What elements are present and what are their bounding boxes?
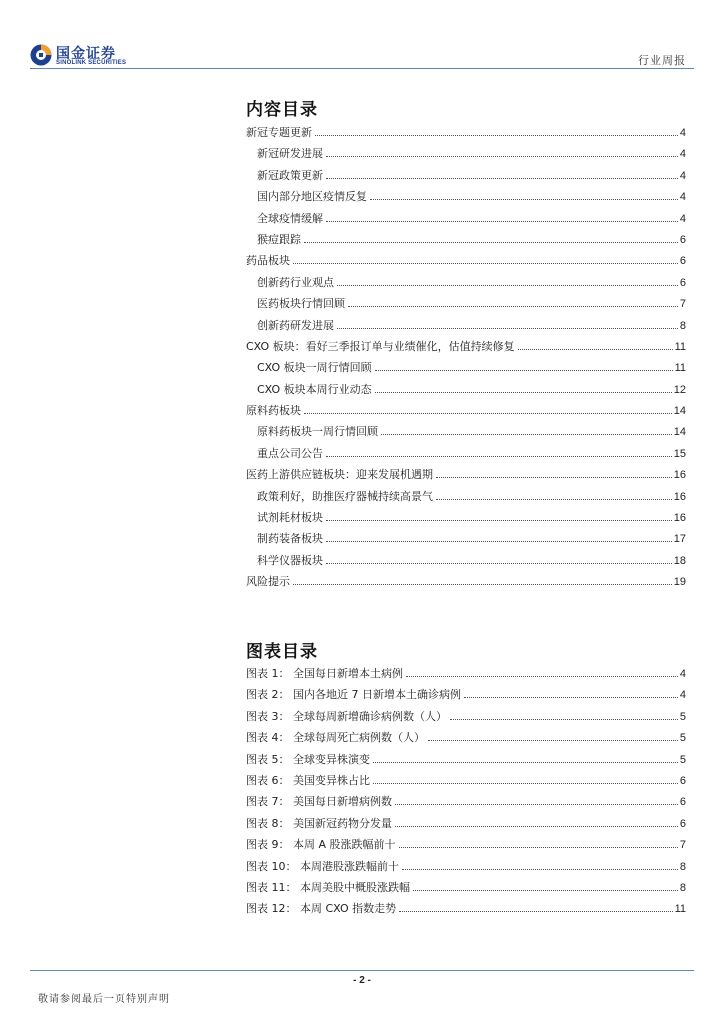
toc-entry-label: 新冠政策更新 xyxy=(257,168,323,182)
dot-leader xyxy=(450,719,678,720)
figure-entry-label: 图表 5： 全球变异株演变 xyxy=(246,752,370,766)
dot-leader xyxy=(373,762,678,763)
toc-entry-page: 14 xyxy=(673,405,686,418)
figure-entry-page: 5 xyxy=(679,753,686,766)
toc-entry-page: 16 xyxy=(673,490,686,503)
dot-leader xyxy=(293,263,678,264)
dot-leader xyxy=(402,869,678,870)
toc-entry[interactable] xyxy=(246,530,686,551)
toc-entry-page: 4 xyxy=(679,169,686,182)
toc-entry[interactable] xyxy=(246,167,686,188)
toc-entry[interactable] xyxy=(246,124,686,145)
toc-entry-page: 8 xyxy=(679,319,686,332)
dot-leader xyxy=(337,285,678,286)
toc-entry-page: 15 xyxy=(673,447,686,460)
figure-entry-page: 4 xyxy=(679,668,686,680)
dot-leader xyxy=(436,477,672,478)
dot-leader xyxy=(518,349,673,350)
figure-entry[interactable] xyxy=(246,729,686,750)
toc-entry-label: 新冠研发进展 xyxy=(257,147,323,161)
dot-leader xyxy=(293,584,672,585)
toc-entry-label: 科学仪器板块 xyxy=(257,553,323,567)
page-header xyxy=(0,0,724,72)
logo-chinese-name: 国金证券 xyxy=(56,46,116,62)
toc-entry-label: 试剂耗材板块 xyxy=(257,511,323,525)
toc-entry-page: 12 xyxy=(673,383,686,396)
dot-leader xyxy=(326,563,672,564)
toc-entry[interactable] xyxy=(246,274,686,295)
toc-entry-label: CXO 板块：看好三季报订单与业绩催化，估值持续修复 xyxy=(246,339,515,353)
toc-entry-page: 7 xyxy=(679,298,686,311)
toc-entry-page: 6 xyxy=(679,233,686,246)
figure-entry-page: 8 xyxy=(679,881,686,894)
toc-entry-page: 6 xyxy=(679,276,686,289)
disclaimer-note: 敬请参阅最后一页特别声明 xyxy=(38,994,170,1005)
dot-leader xyxy=(395,826,678,827)
toc-entry-label: 医药上游供应链板块：迎来发展机遇期 xyxy=(246,468,433,482)
toc-entry[interactable] xyxy=(246,509,686,530)
toc-entry[interactable] xyxy=(246,231,686,252)
figure-entry[interactable] xyxy=(246,751,686,772)
dot-leader xyxy=(304,242,678,243)
dot-leader xyxy=(413,890,678,891)
figure-entry-page: 6 xyxy=(679,774,686,787)
dot-leader xyxy=(464,697,678,698)
figure-entry-page: 6 xyxy=(679,817,686,830)
toc-entry[interactable] xyxy=(246,295,686,316)
toc-entry-page: 16 xyxy=(673,469,686,482)
toc-entry[interactable] xyxy=(246,359,686,380)
figure-entry-label: 图表 8： 美国新冠药物分发量 xyxy=(246,816,392,830)
figure-entry-label: 图表 2： 国内各地近 7 日新增本土确诊病例 xyxy=(246,688,461,702)
figure-entry-label: 图表 1： 全国每日新增本土病例 xyxy=(246,667,403,680)
dot-leader xyxy=(406,676,678,677)
figure-entry-page: 5 xyxy=(679,732,686,745)
toc-entry-label: 原料药板块一周行情回顾 xyxy=(257,425,378,439)
figure-entry-page: 8 xyxy=(679,860,686,873)
toc-entry-label: 原料药板块 xyxy=(246,404,301,418)
toc-entry[interactable] xyxy=(246,423,686,444)
toc-entry-label: 医药板块行情回顾 xyxy=(257,297,345,311)
contents-title: 内容目录 xyxy=(246,100,318,120)
figure-entry[interactable] xyxy=(246,665,686,686)
toc-entry-label: 创新药研发进展 xyxy=(257,318,334,332)
dot-leader xyxy=(326,156,678,157)
dot-leader xyxy=(326,456,672,457)
dot-leader xyxy=(326,221,678,222)
figure-entry-page: 7 xyxy=(679,839,686,852)
figure-entry-page: 4 xyxy=(679,689,686,702)
toc-entry[interactable] xyxy=(246,145,686,166)
figure-entry-label: 图表 6： 美国变异株占比 xyxy=(246,773,370,787)
page-number: - 2 - xyxy=(353,975,371,986)
toc-entry[interactable] xyxy=(246,573,686,594)
figure-entry[interactable] xyxy=(246,793,686,814)
dot-leader xyxy=(348,306,678,307)
figure-entry[interactable] xyxy=(246,772,686,793)
toc-entry-page: 4 xyxy=(679,191,686,204)
toc-entry[interactable] xyxy=(246,252,686,273)
toc-entry-label: 药品板块 xyxy=(246,254,290,268)
toc-entry[interactable] xyxy=(246,552,686,573)
figure-entry-label: 图表 9： 本周 A 股涨跌幅前十 xyxy=(246,838,396,852)
toc-entry[interactable] xyxy=(246,338,686,359)
dot-leader xyxy=(381,434,672,435)
toc-entry-label: 政策利好，助推医疗器械持续高景气 xyxy=(257,489,433,503)
dot-leader xyxy=(399,847,678,848)
header-divider xyxy=(30,68,694,69)
toc-entry-label: 国内部分地区疫情反复 xyxy=(257,190,367,204)
toc-entry-label: 新冠专题更新 xyxy=(246,126,312,139)
toc-entry-page: 6 xyxy=(679,255,686,268)
dot-leader xyxy=(326,541,672,542)
figure-entry[interactable] xyxy=(246,900,686,921)
figure-entry-label: 图表 7： 美国每日新增病例数 xyxy=(246,795,392,809)
figure-entry[interactable] xyxy=(246,686,686,707)
figure-entry-page: 6 xyxy=(679,796,686,809)
figure-entry-label: 图表 3： 全球每周新增确诊病例数（人） xyxy=(246,709,447,723)
figure-entry[interactable] xyxy=(246,815,686,836)
toc-entry-page: 4 xyxy=(679,148,686,161)
toc-entry[interactable] xyxy=(246,210,686,231)
dot-leader xyxy=(304,413,672,414)
toc-entry-label: 重点公司公告 xyxy=(257,446,323,460)
toc-entry-label: 创新药行业观点 xyxy=(257,275,334,289)
toc-entry-page: 4 xyxy=(679,212,686,225)
dot-leader xyxy=(428,740,678,741)
toc-entry-label: 制药装备板块 xyxy=(257,532,323,546)
toc-entry[interactable] xyxy=(246,488,686,509)
toc-entry-label: 风险提示 xyxy=(246,575,290,589)
dot-leader xyxy=(326,178,678,179)
figures-list xyxy=(246,665,686,922)
figure-entry-page: 11 xyxy=(674,903,686,916)
toc-entry-page: 19 xyxy=(673,576,686,589)
contents-list xyxy=(246,124,686,595)
dot-leader xyxy=(370,199,678,200)
toc-entry[interactable] xyxy=(246,188,686,209)
figure-entry-label: 图表 12： 本周 CXO 指数走势 xyxy=(246,902,397,916)
dot-leader xyxy=(326,520,672,521)
figure-entry[interactable] xyxy=(246,879,686,900)
dot-leader xyxy=(375,392,672,393)
toc-entry-page: 14 xyxy=(673,426,686,439)
logo-english-name: SINOLINK SECURITIES xyxy=(56,60,127,66)
figure-entry[interactable] xyxy=(246,836,686,857)
dot-leader xyxy=(375,370,673,371)
figure-entry-page: 5 xyxy=(679,710,686,723)
dot-leader xyxy=(315,135,678,136)
dot-leader xyxy=(373,783,678,784)
dot-leader xyxy=(395,804,678,805)
toc-entry-label: CXO 板块本周行业动态 xyxy=(257,382,372,396)
toc-entry-page: 4 xyxy=(679,127,686,139)
figure-entry[interactable] xyxy=(246,708,686,729)
report-type-label: 行业周报 xyxy=(638,54,686,67)
figure-entry-label: 图表 10： 本周港股涨跌幅前十 xyxy=(246,859,399,873)
toc-entry-label: 全球疫情缓解 xyxy=(257,211,323,225)
toc-entry[interactable] xyxy=(246,445,686,466)
sinolink-logo-icon xyxy=(30,44,52,66)
toc-entry-page: 11 xyxy=(674,362,686,375)
toc-entry-label: CXO 板块一周行情回顾 xyxy=(257,361,372,375)
figure-entry[interactable] xyxy=(246,858,686,879)
dot-leader xyxy=(337,328,678,329)
toc-entry-page: 18 xyxy=(673,554,686,567)
toc-entry-page: 17 xyxy=(673,533,686,546)
toc-entry[interactable] xyxy=(246,402,686,423)
figures-title: 图表目录 xyxy=(246,642,318,662)
toc-entry[interactable] xyxy=(246,466,686,487)
toc-entry-page: 16 xyxy=(673,512,686,525)
footer-divider xyxy=(30,970,694,971)
toc-entry[interactable] xyxy=(246,317,686,338)
toc-entry[interactable] xyxy=(246,381,686,402)
dot-leader xyxy=(399,911,672,912)
figure-entry-label: 图表 11： 本周美股中概股涨跌幅 xyxy=(246,880,410,894)
dot-leader xyxy=(436,499,672,500)
figure-entry-label: 图表 4： 全球每周死亡病例数（人） xyxy=(246,731,425,745)
toc-entry-label: 猴痘跟踪 xyxy=(257,232,301,246)
toc-entry-page: 11 xyxy=(674,340,686,353)
